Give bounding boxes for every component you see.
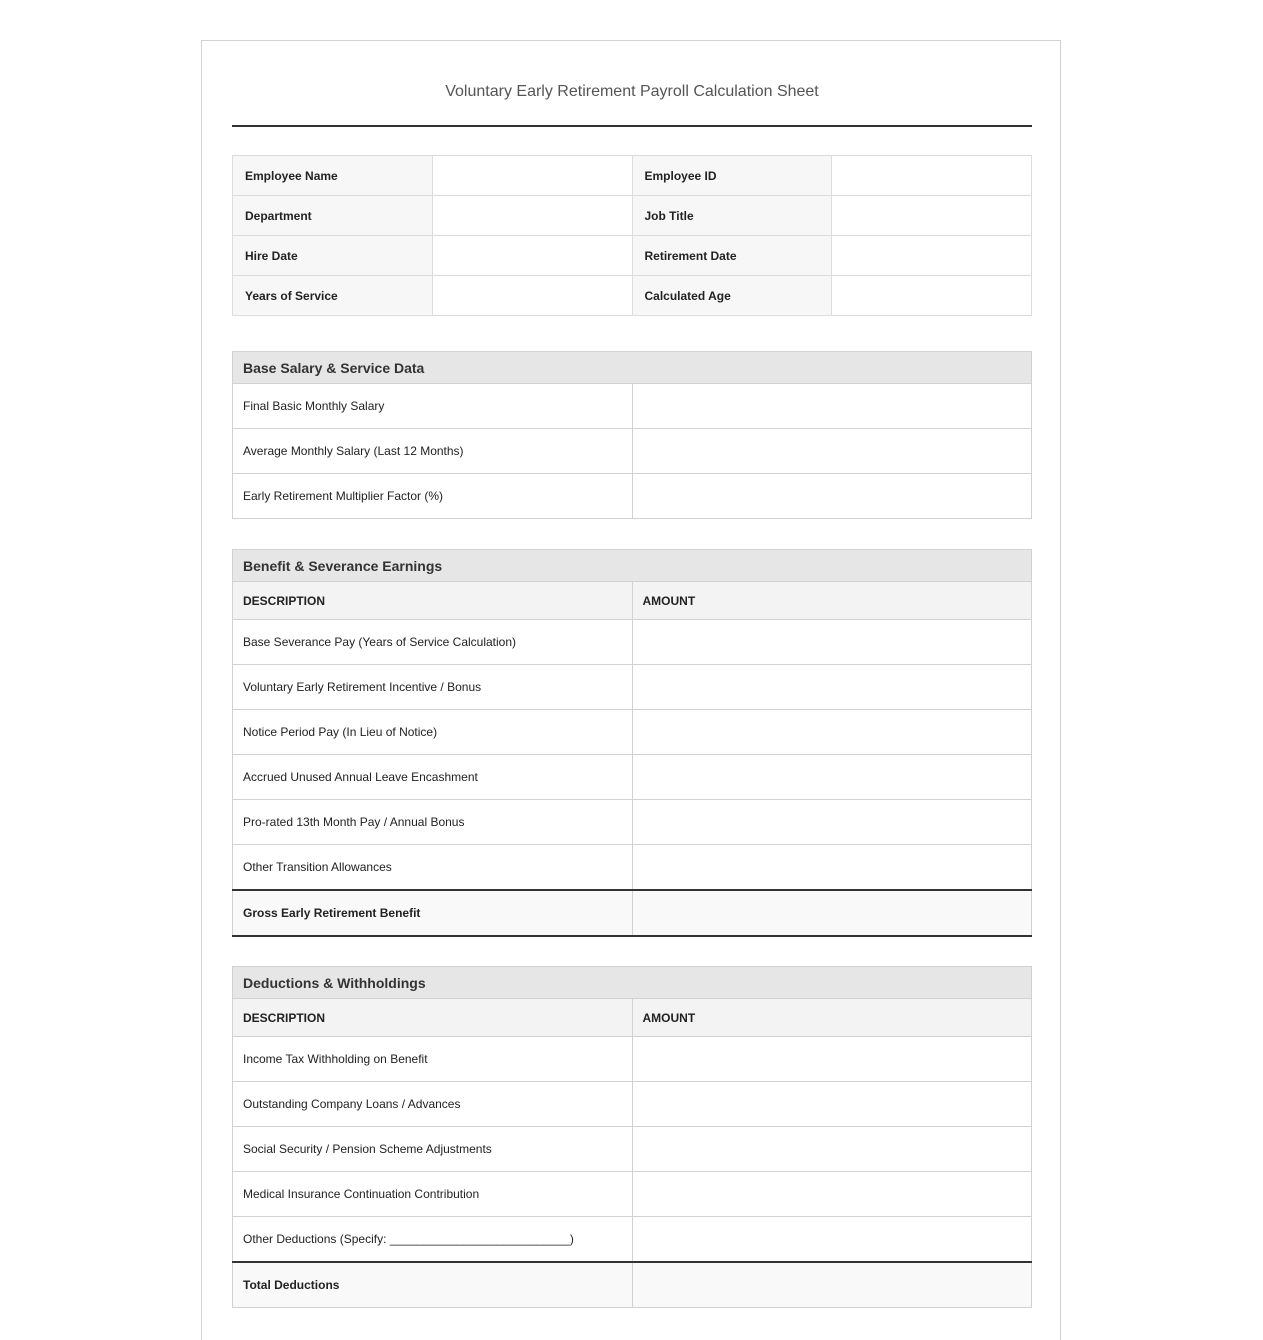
- table-row: [233, 665, 1032, 710]
- amount-field[interactable]: [632, 620, 1032, 665]
- section-header: [233, 967, 1032, 999]
- department-label: Department: [233, 196, 433, 236]
- years-of-service-field[interactable]: [432, 276, 632, 316]
- table-row: [233, 1037, 1032, 1082]
- total-deductions-field[interactable]: [632, 1262, 1032, 1308]
- base-salary-heading: Base Salary & Service Data: [233, 352, 1032, 384]
- table-row: [233, 1172, 1032, 1217]
- column-header-row: [233, 582, 1032, 620]
- amount-field[interactable]: [632, 755, 1032, 800]
- amount-field[interactable]: [632, 710, 1032, 755]
- table-row: [233, 384, 1032, 429]
- benefits-heading: Benefit & Severance Earnings: [233, 550, 1032, 582]
- row-label: Accrued Unused Annual Leave Encashment: [233, 755, 633, 800]
- row-label: Pro-rated 13th Month Pay / Annual Bonus: [233, 800, 633, 845]
- total-row: [233, 890, 1032, 936]
- table-row: [233, 429, 1032, 474]
- gross-benefit-label: Gross Early Retirement Benefit: [233, 890, 633, 936]
- row-label: Base Severance Pay (Years of Service Calculation): [233, 620, 633, 665]
- table-row: [233, 710, 1032, 755]
- total-deductions-label: Total Deductions: [233, 1262, 633, 1308]
- calculation-sheet: [201, 40, 1061, 1340]
- department-field[interactable]: [432, 196, 632, 236]
- amount-field[interactable]: [632, 845, 1032, 890]
- hire-date-label: Hire Date: [233, 236, 433, 276]
- amount-field[interactable]: [632, 1172, 1032, 1217]
- employee-info-grid: [232, 155, 1032, 316]
- gross-benefit-field[interactable]: [632, 890, 1032, 936]
- row-label: Final Basic Monthly Salary: [233, 384, 633, 429]
- section-header: [233, 352, 1032, 384]
- row-label: Early Retirement Multiplier Factor (%): [233, 474, 633, 519]
- employee-id-label: Employee ID: [632, 156, 832, 196]
- table-row: [233, 620, 1032, 665]
- page-title: Voluntary Early Retirement Payroll Calculation Sheet: [445, 83, 819, 100]
- table-row: [233, 800, 1032, 845]
- job-title-field[interactable]: [832, 196, 1032, 236]
- employee-name-field[interactable]: [432, 156, 632, 196]
- row-label: Social Security / Pension Scheme Adjustments: [233, 1127, 633, 1172]
- job-title-label: Job Title: [632, 196, 832, 236]
- info-row: [233, 196, 1032, 236]
- row-label: Income Tax Withholding on Benefit: [233, 1037, 633, 1082]
- hire-date-field[interactable]: [432, 236, 632, 276]
- row-label: Average Monthly Salary (Last 12 Months): [233, 429, 633, 474]
- deductions-heading: Deductions & Withholdings: [233, 967, 1032, 999]
- amount-field[interactable]: [632, 1217, 1032, 1262]
- row-label: Voluntary Early Retirement Incentive / Bonus: [233, 665, 633, 710]
- employee-id-field[interactable]: [832, 156, 1032, 196]
- final-basic-salary-field[interactable]: [632, 384, 1032, 429]
- employee-name-label: Employee Name: [233, 156, 433, 196]
- table-row: [233, 474, 1032, 519]
- row-label: Notice Period Pay (In Lieu of Notice): [233, 710, 633, 755]
- calculated-age-label: Calculated Age: [632, 276, 832, 316]
- retirement-date-field[interactable]: [832, 236, 1032, 276]
- total-row: [233, 1262, 1032, 1308]
- amount-field[interactable]: [632, 1082, 1032, 1127]
- amount-field[interactable]: [632, 1037, 1032, 1082]
- amount-field[interactable]: [632, 665, 1032, 710]
- title-area: [232, 41, 1032, 127]
- description-column-header: DESCRIPTION: [233, 999, 633, 1037]
- row-label: Medical Insurance Continuation Contribution: [233, 1172, 633, 1217]
- description-column-header: DESCRIPTION: [233, 582, 633, 620]
- average-monthly-salary-field[interactable]: [632, 429, 1032, 474]
- row-label: Outstanding Company Loans / Advances: [233, 1082, 633, 1127]
- info-row: [233, 276, 1032, 316]
- base-salary-section: [232, 351, 1032, 519]
- row-label: Other Transition Allowances: [233, 845, 633, 890]
- amount-field[interactable]: [632, 1127, 1032, 1172]
- table-row: [233, 1082, 1032, 1127]
- column-header-row: [233, 999, 1032, 1037]
- table-row: [233, 1127, 1032, 1172]
- amount-column-header: AMOUNT: [632, 999, 1032, 1037]
- amount-field[interactable]: [632, 800, 1032, 845]
- info-row: [233, 156, 1032, 196]
- amount-column-header: AMOUNT: [632, 582, 1032, 620]
- table-row: [233, 755, 1032, 800]
- info-row: [233, 236, 1032, 276]
- row-label: Other Deductions (Specify: ___________________________): [233, 1217, 633, 1262]
- calculated-age-field[interactable]: [832, 276, 1032, 316]
- table-row: [233, 1217, 1032, 1262]
- deductions-section: [232, 966, 1032, 1308]
- table-row: [233, 845, 1032, 890]
- years-of-service-label: Years of Service: [233, 276, 433, 316]
- benefits-section: [232, 549, 1032, 937]
- retirement-date-label: Retirement Date: [632, 236, 832, 276]
- section-header: [233, 550, 1032, 582]
- multiplier-factor-field[interactable]: [632, 474, 1032, 519]
